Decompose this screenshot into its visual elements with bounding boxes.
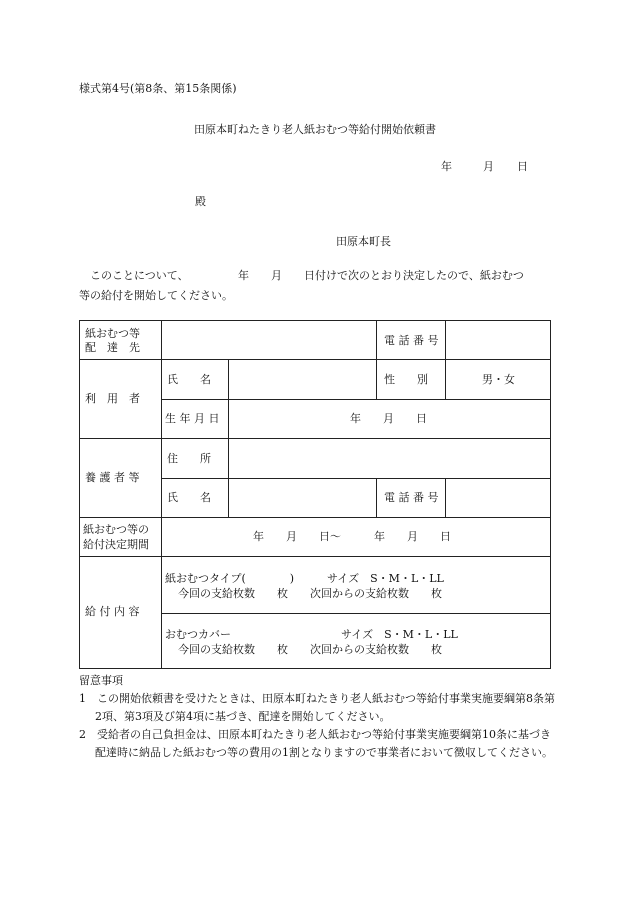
guardian-name-field[interactable] (230, 478, 376, 516)
sender-name: 田原本町長 (336, 235, 391, 248)
note-item-1: 1 この開始依頼書を受けたときは、田原本町ねたきり老人紙おむつ等給付事業実施要綱第8条第2項、第3項及び第4項に基づき、配達を開始してください。 (79, 692, 555, 723)
diaper-count-line[interactable]: 今回の支給枚数 枚 次回からの支給枚数 枚 (178, 587, 442, 600)
user-name-field[interactable] (230, 360, 376, 398)
period-label-line-2: 給付決定期間 (83, 538, 149, 551)
document-title: 田原本町ねたきり老人紙おむつ等給付開始依頼書 (194, 123, 436, 136)
delivery-label-line-2: 配 達 先 (85, 341, 140, 354)
notes-heading: 留意事項 (79, 674, 123, 687)
cover-type-line[interactable]: おむつカバー サイズ S・M・L・LL (165, 628, 458, 641)
issue-date-day: 日 (517, 160, 528, 173)
body-line-2: 等の給付を開始してください。 (79, 289, 233, 302)
body-line-1: このことについて、 年 月 日付けで次のとおり決定したので、紙おむつ (90, 269, 524, 282)
guardian-address-label: 住 所 (167, 452, 211, 465)
gender-label: 性 別 (384, 373, 428, 386)
guardian-phone-field[interactable] (446, 478, 550, 516)
guardian-label: 養 護 者 等 (85, 471, 140, 484)
guardian-phone-label: 電 話 番 号 (384, 491, 439, 504)
note-item-2: 2 受給者の自己負担金は、田原本町ねたきり老人紙おむつ等給付事業実施要綱第10条に基づき配達時に納品した紙おむつ等の費用の1割となりますので事業者において徴収してください。 (79, 728, 553, 759)
user-label: 利 用 者 (85, 392, 140, 405)
cover-count-line[interactable]: 今回の支給枚数 枚 次回からの支給枚数 枚 (178, 643, 442, 656)
birthdate-value[interactable]: 年 月 日 (350, 412, 427, 425)
body-paragraph (79, 266, 555, 306)
form-number-label: 様式第4号(第8条、第15条関係) (79, 82, 237, 95)
gender-value[interactable]: 男・女 (482, 373, 515, 386)
guardian-address-field[interactable] (230, 439, 550, 477)
birthdate-label: 生 年 月 日 (165, 412, 220, 425)
delivery-phone-field[interactable] (446, 321, 550, 359)
user-name-label: 氏 名 (167, 373, 211, 386)
diaper-type-line[interactable]: 紙おむつタイプ( ) サイズ S・M・L・LL (165, 572, 444, 585)
addressee-suffix: 殿 (195, 195, 206, 208)
content-label: 給 付 内 容 (85, 605, 140, 618)
issue-date (441, 158, 528, 174)
issue-date-month: 月 (483, 160, 494, 173)
delivery-address-field[interactable] (162, 321, 376, 359)
period-value[interactable]: 年 月 日～ 年 月 日 (253, 530, 451, 543)
delivery-label-line-1: 紙おむつ等 (85, 327, 140, 340)
notes-section (79, 672, 559, 762)
period-label-line-1: 紙おむつ等の (83, 523, 149, 536)
guardian-name-label: 氏 名 (167, 491, 211, 504)
delivery-phone-label: 電 話 番 号 (384, 334, 439, 347)
issue-date-year: 年 (441, 160, 452, 173)
